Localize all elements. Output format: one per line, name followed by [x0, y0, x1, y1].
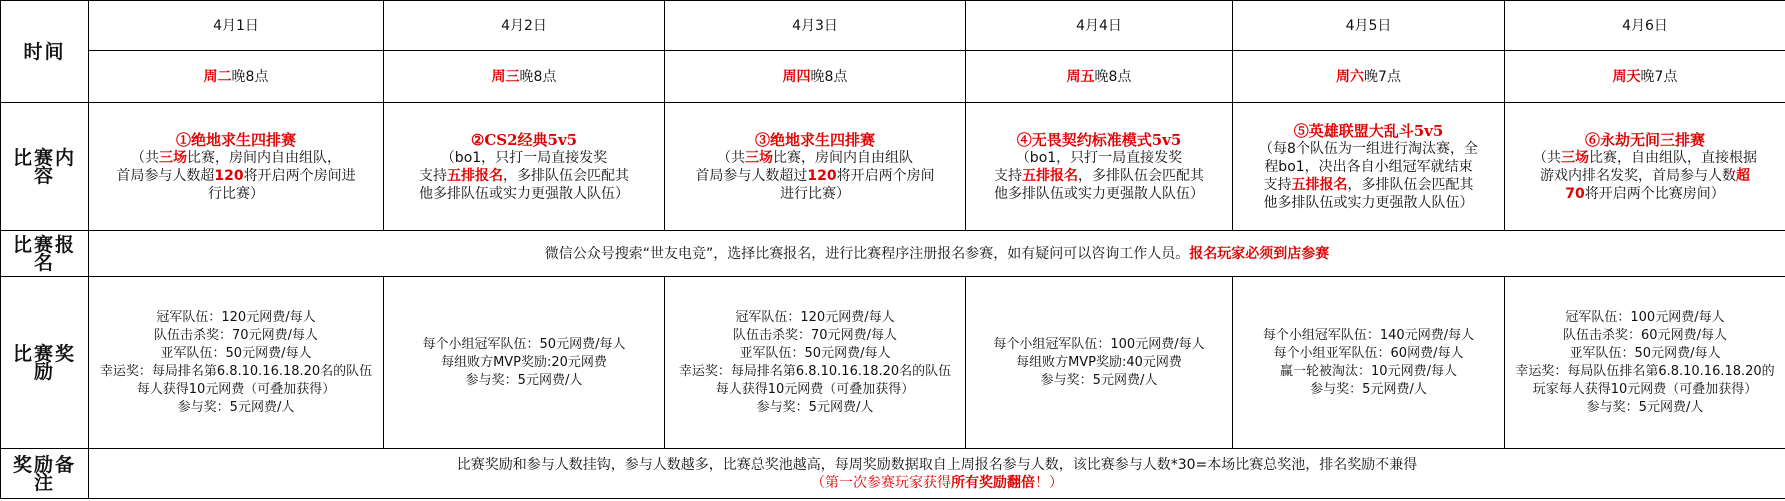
desc-text: 支持	[419, 167, 447, 184]
weekday-label: 周五	[1066, 68, 1095, 85]
match-content-cell	[1233, 103, 1505, 231]
weekday-label: 周二	[203, 68, 232, 85]
award-line: 每人获得10元网费（可叠加获得）	[136, 381, 336, 397]
weekday-cell	[1505, 51, 1785, 103]
award-line: 每个小组冠军队伍：100元网费/每人	[993, 336, 1205, 352]
match-desc-line	[93, 185, 379, 203]
match-desc-line	[970, 167, 1228, 185]
award-line: 每个小组亚军队伍：60网费/每人	[1273, 345, 1464, 361]
date-row	[1, 1, 1785, 51]
weekday-label: 周天	[1612, 68, 1641, 85]
date-cell: 4月6日	[1505, 1, 1785, 51]
match-title: ⑤英雄联盟大乱斗5v5	[1293, 121, 1444, 140]
award-cell	[966, 277, 1233, 449]
award-line: 每人获得10元网费（可叠加获得）	[715, 381, 915, 397]
match-desc-line	[1237, 158, 1500, 176]
note-line-2-prefix: （第一次参赛玩家获得	[811, 474, 951, 491]
date-cell: 4月5日	[1233, 1, 1505, 51]
desc-highlight: 70	[1565, 185, 1585, 202]
match-desc-line	[388, 149, 660, 167]
weekday-cell	[966, 51, 1233, 103]
desc-text: 首局参与人数超过	[695, 167, 808, 184]
desc-text: （bo1，只打一局直接发奖	[1015, 149, 1183, 166]
note-line-2-suffix: ！）	[1035, 474, 1063, 491]
desc-text: 他多排队伍或实力更强散人队伍）	[419, 185, 629, 202]
desc-text: 比赛，房间内自由组队，	[187, 149, 341, 166]
award-line: 冠军队伍：100元网费/每人	[1565, 309, 1725, 325]
award-line: 冠军队伍：120元网费/每人	[156, 309, 316, 325]
date-cell: 4月3日	[665, 1, 966, 51]
award-line: 参与奖：5元网费/人	[465, 372, 583, 388]
desc-text: ，多排队伍会匹配其	[503, 167, 629, 184]
match-content-cell	[384, 103, 665, 231]
match-desc-line	[93, 167, 379, 185]
match-desc-line	[93, 149, 379, 167]
note-line-1: 比赛奖励和参与人数挂钩，参与人数越多，比赛总奖池越高，每周奖励数据取自上周报名参与人数，该比赛参与人数*30=本场比赛总奖池，排名奖励不兼得	[456, 456, 1418, 473]
award-line: 参与奖：5元网费/人	[177, 399, 295, 415]
award-line: 幸运奖：每局队伍排名第6.8.10.16.18.20的	[1515, 363, 1775, 379]
desc-highlight: 120	[807, 167, 837, 184]
match-desc-line	[1509, 149, 1781, 167]
match-title: ①绝地求生四排赛	[175, 130, 296, 149]
match-content-cell	[966, 103, 1233, 231]
match-desc-line	[1509, 167, 1781, 185]
match-title: ②CS2经典5v5	[470, 130, 578, 149]
weekday-cell	[1233, 51, 1505, 103]
date-cell: 4月4日	[966, 1, 1233, 51]
award-cell	[89, 277, 384, 449]
desc-text: 比赛，房间内自由组队	[773, 149, 913, 166]
weekday-cell	[665, 51, 966, 103]
weekday-cell	[384, 51, 665, 103]
award-row	[1, 277, 1785, 449]
date-cell: 4月2日	[384, 1, 665, 51]
match-title: ⑥永劫无间三排赛	[1584, 130, 1705, 149]
signup-cell	[89, 231, 1785, 277]
note-cell	[89, 449, 1785, 499]
desc-highlight: 五排报名	[1022, 167, 1078, 184]
signup-highlight: 报名玩家必须到店参赛	[1189, 245, 1330, 262]
match-desc-line	[388, 167, 660, 185]
match-content-cell	[1505, 103, 1785, 231]
award-line: 参与奖：5元网费/人	[756, 399, 874, 415]
award-line: 亚军队伍：50元网费/每人	[160, 345, 312, 361]
note-row	[1, 449, 1785, 499]
match-desc-line	[669, 167, 961, 185]
match-title: ③绝地求生四排赛	[754, 130, 875, 149]
desc-text: ，多排队伍会匹配其	[1347, 176, 1474, 193]
start-time: 晚7点	[1640, 68, 1678, 85]
desc-highlight: 三场	[1561, 149, 1589, 166]
match-desc-line	[1237, 194, 1500, 212]
award-line: 玩家每人获得10元网费（可叠加获得）	[1532, 381, 1758, 397]
award-line: 亚军队伍：50元网费/每人	[1569, 345, 1721, 361]
match-desc-line	[388, 185, 660, 203]
award-line: 队伍击杀奖：70元网费/每人	[154, 327, 318, 343]
desc-text: ，多排队伍会匹配其	[1078, 167, 1204, 184]
award-line: 每个小组冠军队伍：50元网费/每人	[422, 336, 626, 352]
note-line-2	[93, 474, 1781, 492]
weekday-row	[1, 51, 1785, 103]
match-desc-line	[1237, 176, 1500, 194]
desc-highlight: 120	[214, 167, 244, 184]
match-desc-line	[1237, 140, 1500, 158]
award-line: 队伍击杀奖：70元网费/每人	[733, 327, 897, 343]
award-line: 亚军队伍：50元网费/每人	[739, 345, 891, 361]
award-cell	[1233, 277, 1505, 449]
match-desc-line	[1509, 185, 1781, 203]
row-header-note: 奖励备注	[1, 449, 89, 499]
match-content-cell	[665, 103, 966, 231]
desc-text: 进行比赛）	[780, 185, 850, 202]
award-line: 每组败方MVP奖励:20元网费	[441, 354, 607, 370]
award-cell	[1505, 277, 1785, 449]
content-row	[1, 103, 1785, 231]
match-desc-line	[669, 185, 961, 203]
weekday-label: 周六	[1336, 68, 1365, 85]
desc-highlight: 三场	[745, 149, 773, 166]
start-time: 晚7点	[1364, 68, 1401, 85]
row-header-content: 比赛内容	[1, 103, 89, 231]
award-cell	[384, 277, 665, 449]
desc-text: 首局参与人数超	[116, 167, 215, 184]
desc-text: 将开启两个房间	[836, 167, 935, 184]
award-line: 每个小组冠军队伍：140元网费/每人	[1262, 327, 1475, 343]
award-cell	[665, 277, 966, 449]
weekday-label: 周三	[491, 68, 520, 85]
award-line: 冠军队伍：120元网费/每人	[735, 309, 895, 325]
desc-highlight: 五排报名	[1291, 176, 1348, 193]
award-line: 幸运奖：每局排名第6.8.10.16.18.20名的队伍	[99, 363, 373, 379]
match-title: ④无畏契约标准模式5v5	[1016, 130, 1182, 149]
signup-row	[1, 231, 1785, 277]
match-desc-line	[970, 149, 1228, 167]
desc-text: 他多排队伍或实力更强散人队伍）	[1263, 194, 1474, 211]
desc-highlight: 超	[1736, 167, 1750, 184]
award-line: 幸运奖：每局排名第6.8.10.16.18.20名的队伍	[678, 363, 952, 379]
match-desc-line	[970, 185, 1228, 203]
weekday-label: 周四	[782, 68, 811, 85]
desc-text: 程bo1，决出各自小组冠军就结束	[1264, 158, 1473, 175]
match-content-cell	[89, 103, 384, 231]
row-header-award: 比赛奖励	[1, 277, 89, 449]
desc-text: 游戏内排名发奖，首局参与人数	[1540, 167, 1736, 184]
award-line: 参与奖：5元网费/人	[1310, 381, 1427, 397]
desc-text: （每8个队伍为一组进行淘汰赛，全	[1259, 140, 1478, 157]
weekday-cell	[89, 51, 384, 103]
desc-text: （bo1，只打一局直接发奖	[440, 149, 608, 166]
desc-text: 支持	[1263, 176, 1292, 193]
match-desc-line	[669, 149, 961, 167]
start-time: 晚8点	[1094, 68, 1132, 85]
award-line: 赢一轮被淘汰：10元网费/每人	[1280, 363, 1457, 379]
desc-text: （共	[1533, 149, 1561, 166]
desc-text: 比赛，自由组队，直接根据	[1589, 149, 1757, 166]
start-time: 晚8点	[231, 68, 269, 85]
row-header-signup: 比赛报名	[1, 231, 89, 277]
desc-text: （共	[717, 149, 745, 166]
desc-text: 支持	[994, 167, 1022, 184]
signup-text: 微信公众号搜索“世友电竞”，选择比赛报名，进行比赛程序注册报名参赛，如有疑问可以咨询工作人员。	[544, 245, 1190, 262]
award-line: 每组败方MVP奖励:40元网费	[1016, 354, 1182, 370]
award-line: 参与奖：5元网费/人	[1586, 399, 1704, 415]
row-header-time: 时间	[1, 1, 89, 103]
desc-highlight: 三场	[159, 149, 187, 166]
desc-text: 将开启两个比赛房间）	[1584, 185, 1725, 202]
award-line: 参与奖：5元网费/人	[1040, 372, 1158, 388]
start-time: 晚8点	[519, 68, 557, 85]
start-time: 晚8点	[810, 68, 848, 85]
desc-text: （共	[131, 149, 159, 166]
award-line: 队伍击杀奖：60元网费/每人	[1563, 327, 1727, 343]
desc-text: 他多排队伍或实力更强散人队伍）	[994, 185, 1204, 202]
note-line-2-bold: 所有奖励翻倍	[951, 474, 1035, 491]
desc-highlight: 五排报名	[447, 167, 503, 184]
desc-text: 行比赛）	[208, 185, 264, 202]
date-cell: 4月1日	[89, 1, 384, 51]
desc-text: 将开启两个房间进	[243, 167, 356, 184]
